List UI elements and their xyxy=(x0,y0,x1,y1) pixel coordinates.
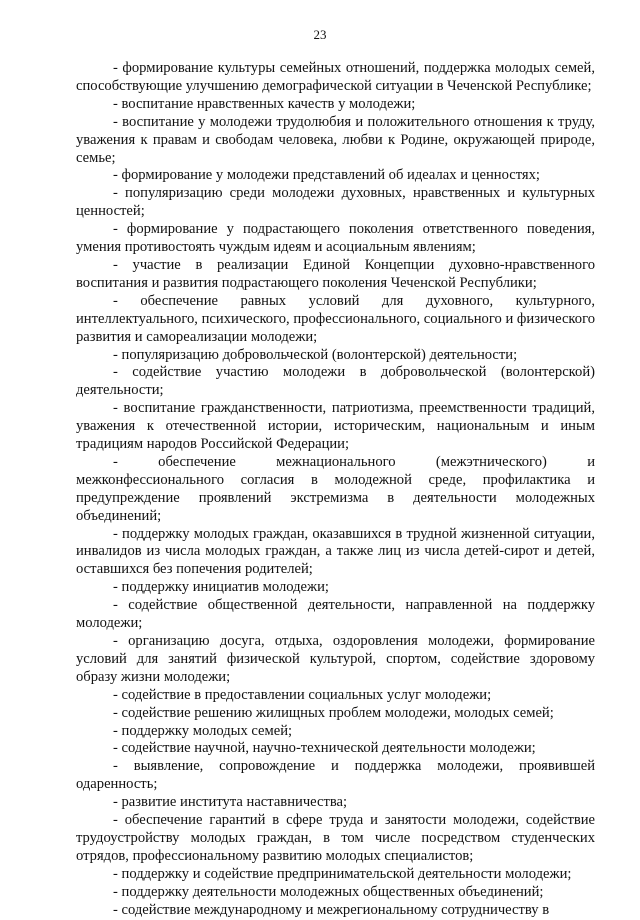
paragraph: - содействие международному и межрегиональному сотрудничеству в xyxy=(113,901,550,918)
paragraph: - выявление, сопровождение и поддержка молодежи, проявившей одаренность; xyxy=(76,758,595,793)
paragraph: - формирование у подрастающего поколения ответственного поведения, умения противостоять чуждым идеям и асоциальным явлениям; xyxy=(76,221,595,256)
paragraph: - развитие института наставничества; xyxy=(113,794,348,811)
paragraph: - организацию досуга, отдыха, оздоровления молодежи, формирование условий для занятий физической культурой, спортом, содействие здоровому образу жизни молодежи; xyxy=(76,633,595,685)
paragraph: - формирование культуры семейных отношений, поддержка молодых семей, способствующие улучшению демографической ситуации в Чеченской Республике; xyxy=(76,60,595,94)
paragraph: - поддержку молодых граждан, оказавшихся в трудной жизненной ситуации, инвалидов из числа молодых граждан, а также лиц из числа детей-сирот и детей, оставшихся без попечения родителей; xyxy=(76,525,595,578)
paragraph: - содействие в предоставлении социальных услуг молодежи; xyxy=(113,686,492,703)
paragraph: - поддержку и содействие предпринимательской деятельности молодежи; xyxy=(113,865,572,882)
paragraph: - поддержку молодых семей; xyxy=(113,722,293,739)
paragraph: - популяризацию добровольческой (волонтерской) деятельности; xyxy=(113,346,518,363)
paragraph: - популяризацию среди молодежи духовных, нравственных и культурных ценностей; xyxy=(76,185,595,220)
paragraph: - воспитание нравственных качеств у молодежи; xyxy=(113,95,416,112)
paragraph: - формирование у молодежи представлений об идеалах и ценностях; xyxy=(113,167,540,184)
paragraph: - содействие участию молодежи в добровольческой (волонтерской) деятельности; xyxy=(76,364,595,399)
paragraph: - поддержку инициатив молодежи; xyxy=(113,579,329,596)
paragraph: - обеспечение гарантий в сфере труда и занятости молодежи, содействие трудоустройству молодых граждан, в том числе посредством студенческих отрядов, профессиональному развитию молодых специалистов; xyxy=(76,812,595,864)
paragraph: - участие в реализации Единой Концепции духовно-нравственного воспитания и развития подрастающего поколения Чеченской Республики; xyxy=(76,256,595,291)
page-number: 23 xyxy=(313,27,327,42)
body-text xyxy=(76,60,595,920)
paragraph: - воспитание гражданственности, патриотизма, преемственности традиций, уважения к отечественной истории, историческим, национальным и иным традициям народов Российской Федерации; xyxy=(76,400,595,453)
paragraph: - обеспечение межнационального (межэтнического) и межконфессионального согласия в молодежной среде, профилактика и предупреждение проявлений экстремизма в деятельности молодежных объединений; xyxy=(76,453,595,524)
paragraph: - обеспечение равных условий для духовного, культурного, интеллектуального, психического, профессионального, социального и физического развития и самореализации молодежи; xyxy=(76,292,595,345)
paragraph: - содействие научной, научно-технической деятельности молодежи; xyxy=(113,740,536,757)
paragraph: - содействие решению жилищных проблем молодежи, молодых семей; xyxy=(113,704,554,721)
paragraph: - воспитание у молодежи трудолюбия и положительного отношения к труду, уважения к правам и свободам человека, любви к Родине, окружающей природе, семье; xyxy=(76,113,595,166)
paragraph: - поддержку деятельности молодежных общественных объединений; xyxy=(113,883,544,900)
paragraph: - содействие общественной деятельности, направленной на поддержку молодежи; xyxy=(76,597,595,632)
